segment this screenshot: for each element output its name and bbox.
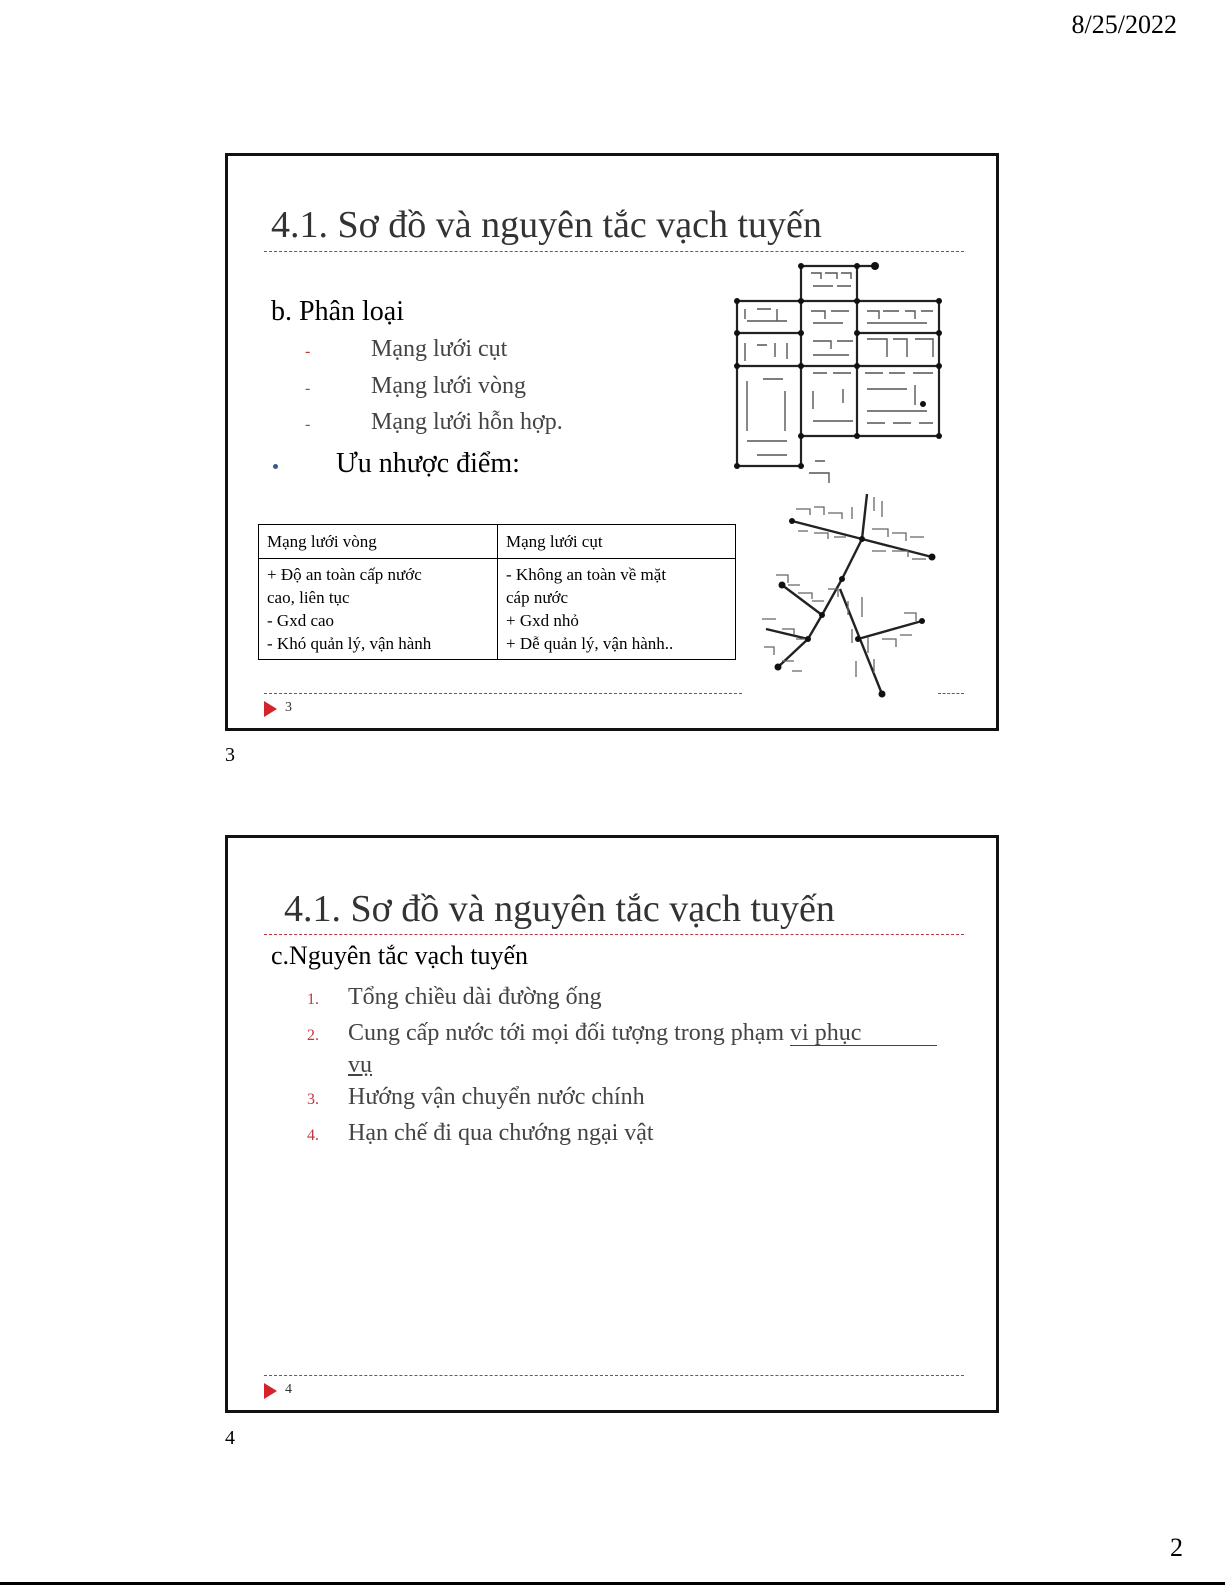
dash-marker: - <box>305 343 311 360</box>
bullet-item: Ưu nhược điểm: <box>336 448 520 479</box>
title-divider <box>264 251 964 252</box>
section-heading: c.Nguyên tắc vạch tuyến <box>271 941 529 970</box>
slide-4 <box>225 835 999 1413</box>
cell-line: cao, liên tục <box>267 588 350 607</box>
table-cell <box>498 559 736 660</box>
table-header: Mạng lưới vòng <box>259 525 498 559</box>
branched-network-diagram <box>752 489 942 707</box>
slide-number: 4 <box>285 1382 292 1397</box>
cell-line: + Gxd nhỏ <box>506 611 579 630</box>
bullet-dot <box>273 464 278 469</box>
cell-line: cáp nước <box>506 588 569 607</box>
section-heading: b. Phân loại <box>271 296 404 327</box>
list-item: Hướng vận chuyển nước chính <box>348 1084 645 1110</box>
cell-line: - Gxd cao <box>267 611 335 630</box>
dash-marker: - <box>305 416 311 433</box>
number-marker: 4. <box>307 1127 319 1144</box>
list-item: Mạng lưới hỗn hợp. <box>371 409 563 435</box>
page-number: 2 <box>1170 1533 1183 1562</box>
list-item: Cung cấp nước tới mọi đối tượng trong phạm vi phục <box>348 1020 862 1046</box>
ring-network-diagram <box>733 261 948 483</box>
slide-number: 3 <box>285 700 292 715</box>
list-item: Mạng lưới cụt <box>371 336 508 362</box>
cell-line: + Độ an toàn cấp nước <box>267 565 422 584</box>
play-marker-icon <box>264 1383 277 1399</box>
footer-divider <box>264 693 742 694</box>
table-cell <box>259 559 498 660</box>
cell-line: - Không an toàn về mặt <box>506 565 667 584</box>
slide-label: 4 <box>225 1427 235 1449</box>
slide-title: 4.1. Sơ đồ và nguyên tắc vạch tuyến <box>271 204 822 246</box>
table-header: Mạng lưới cụt <box>498 525 736 559</box>
number-marker: 1. <box>307 991 319 1008</box>
title-divider <box>264 934 964 935</box>
comparison-table <box>258 524 736 660</box>
slide-title: 4.1. Sơ đồ và nguyên tắc vạch tuyến <box>284 888 835 930</box>
list-item: Mạng lưới vòng <box>371 373 527 399</box>
slide-3 <box>225 153 999 731</box>
footer-divider <box>264 1375 964 1376</box>
list-item-continuation: vụ <box>348 1052 372 1078</box>
slide-label: 3 <box>225 744 235 766</box>
list-item: Tổng chiều dài đường ống <box>348 984 602 1010</box>
footer-divider <box>938 693 964 694</box>
cell-line: + Dễ quản lý, vận hành.. <box>506 634 674 653</box>
document-date: 8/25/2022 <box>1071 10 1177 39</box>
play-marker-icon <box>264 701 277 717</box>
list-item: Hạn chế đi qua chướng ngại vật <box>348 1120 654 1146</box>
number-marker: 2. <box>307 1027 319 1044</box>
number-marker: 3. <box>307 1091 319 1108</box>
dash-marker: - <box>305 380 311 397</box>
underline-decoration <box>790 1045 937 1046</box>
cell-line: - Khó quản lý, vận hành <box>267 634 432 653</box>
